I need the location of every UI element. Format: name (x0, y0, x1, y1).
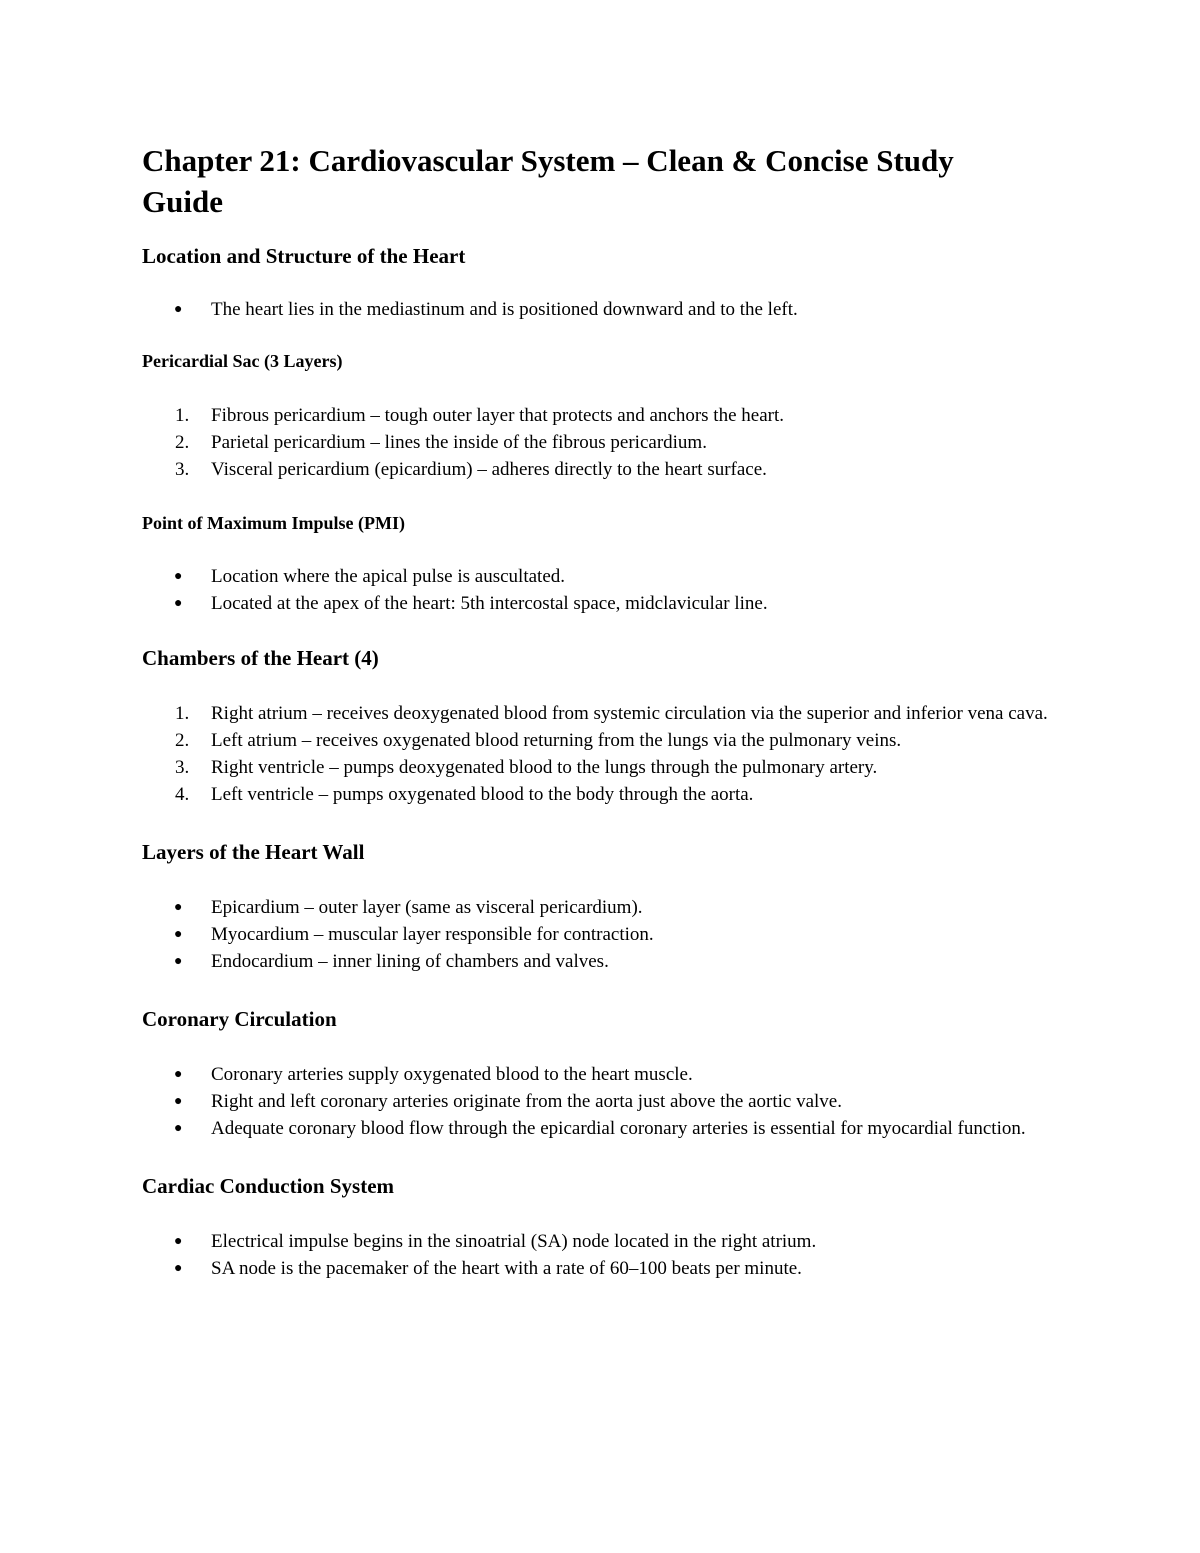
chambers-list (142, 700, 1062, 808)
section-heading-wall: Layers of the Heart Wall (142, 840, 365, 864)
list-item-text: Endocardium – inner lining of chambers and valves. (211, 951, 609, 972)
bullet-marker: ● (174, 569, 183, 584)
bullet-marker: ● (174, 1234, 183, 1249)
list-item (142, 894, 1062, 921)
list-item (142, 563, 1062, 590)
list-item-text: Left ventricle – pumps oxygenated blood to the body through the aorta. (211, 784, 754, 805)
number-marker: 4. (175, 784, 190, 805)
list-item (142, 402, 1062, 429)
list-item-text: Left atrium – receives oxygenated blood returning from the lungs via the pulmonary veins. (211, 730, 902, 751)
list-item (142, 1088, 1062, 1115)
number-marker: 3. (175, 757, 190, 778)
pmi-list (142, 563, 1062, 617)
number-marker: 1. (175, 703, 190, 724)
list-item-text: Right atrium – receives deoxygenated blood from systemic circulation via the superior and inferior vena cava. (211, 703, 1048, 724)
list-item-text: Adequate coronary blood flow through the epicardial coronary arteries is essential for myocardial function. (211, 1118, 1026, 1139)
list-item-text: Location where the apical pulse is auscultated. (211, 566, 566, 587)
document-title: Chapter 21: Cardiovascular System – Clean & Concise Study Guide (142, 143, 954, 219)
number-marker: 1. (175, 405, 190, 426)
number-marker: 2. (175, 730, 190, 751)
list-item (142, 921, 1062, 948)
list-item (142, 948, 1062, 975)
bullet-marker: ● (174, 596, 183, 611)
list-item-text: Coronary arteries supply oxygenated blood to the heart muscle. (211, 1064, 693, 1085)
document-page (142, 140, 1062, 1282)
location-list (142, 296, 1062, 323)
wall-list (142, 894, 1062, 975)
list-item-text: Electrical impulse begins in the sinoatrial (SA) node located in the right atrium. (211, 1231, 817, 1252)
section-heading-conduction: Cardiac Conduction System (142, 1174, 395, 1198)
bullet-marker: ● (174, 900, 183, 915)
list-item-text: Parietal pericardium – lines the inside of the fibrous pericardium. (211, 432, 707, 453)
conduction-list (142, 1228, 1062, 1282)
coronary-list (142, 1061, 1062, 1142)
list-item (142, 1061, 1062, 1088)
list-item-text: Right ventricle – pumps deoxygenated blood to the lungs through the pulmonary artery. (211, 757, 878, 778)
list-item (142, 1228, 1062, 1255)
pericardial-list (142, 402, 1062, 483)
section-heading-pericardial: Pericardial Sac (3 Layers) (142, 351, 343, 371)
section-heading-coronary: Coronary Circulation (142, 1007, 337, 1031)
section-heading-chambers: Chambers of the Heart (4) (142, 646, 379, 670)
list-item-text: Myocardium – muscular layer responsible for contraction. (211, 924, 654, 945)
bullet-marker: ● (174, 927, 183, 942)
bullet-marker: ● (174, 1121, 183, 1136)
list-item (142, 781, 1062, 808)
list-item (142, 429, 1062, 456)
section-heading-location: Location and Structure of the Heart (142, 244, 466, 268)
bullet-marker: ● (174, 954, 183, 969)
number-marker: 2. (175, 432, 190, 453)
list-item (142, 754, 1062, 781)
list-item (142, 456, 1062, 483)
list-item (142, 1115, 1062, 1142)
list-item-text: Visceral pericardium (epicardium) – adheres directly to the heart surface. (211, 459, 767, 480)
bullet-marker: ● (174, 1094, 183, 1109)
list-item (142, 590, 1062, 617)
list-item-text: SA node is the pacemaker of the heart with a rate of 60–100 beats per minute. (211, 1258, 802, 1279)
list-item-text: Fibrous pericardium – tough outer layer that protects and anchors the heart. (211, 405, 784, 426)
list-item-text: Epicardium – outer layer (same as visceral pericardium). (211, 897, 643, 918)
bullet-marker: ● (174, 1067, 183, 1082)
list-item-text: Right and left coronary arteries originate from the aorta just above the aortic valve. (211, 1091, 842, 1112)
bullet-marker: ● (174, 302, 183, 317)
list-item (142, 1255, 1062, 1282)
list-item (142, 296, 1062, 323)
number-marker: 3. (175, 459, 190, 480)
section-heading-pmi: Point of Maximum Impulse (PMI) (142, 513, 405, 533)
list-item (142, 727, 1062, 754)
bullet-marker: ● (174, 1261, 183, 1276)
list-item (142, 700, 1062, 727)
list-item-text: The heart lies in the mediastinum and is positioned downward and to the left. (211, 299, 798, 320)
list-item-text: Located at the apex of the heart: 5th intercostal space, midclavicular line. (211, 593, 768, 614)
